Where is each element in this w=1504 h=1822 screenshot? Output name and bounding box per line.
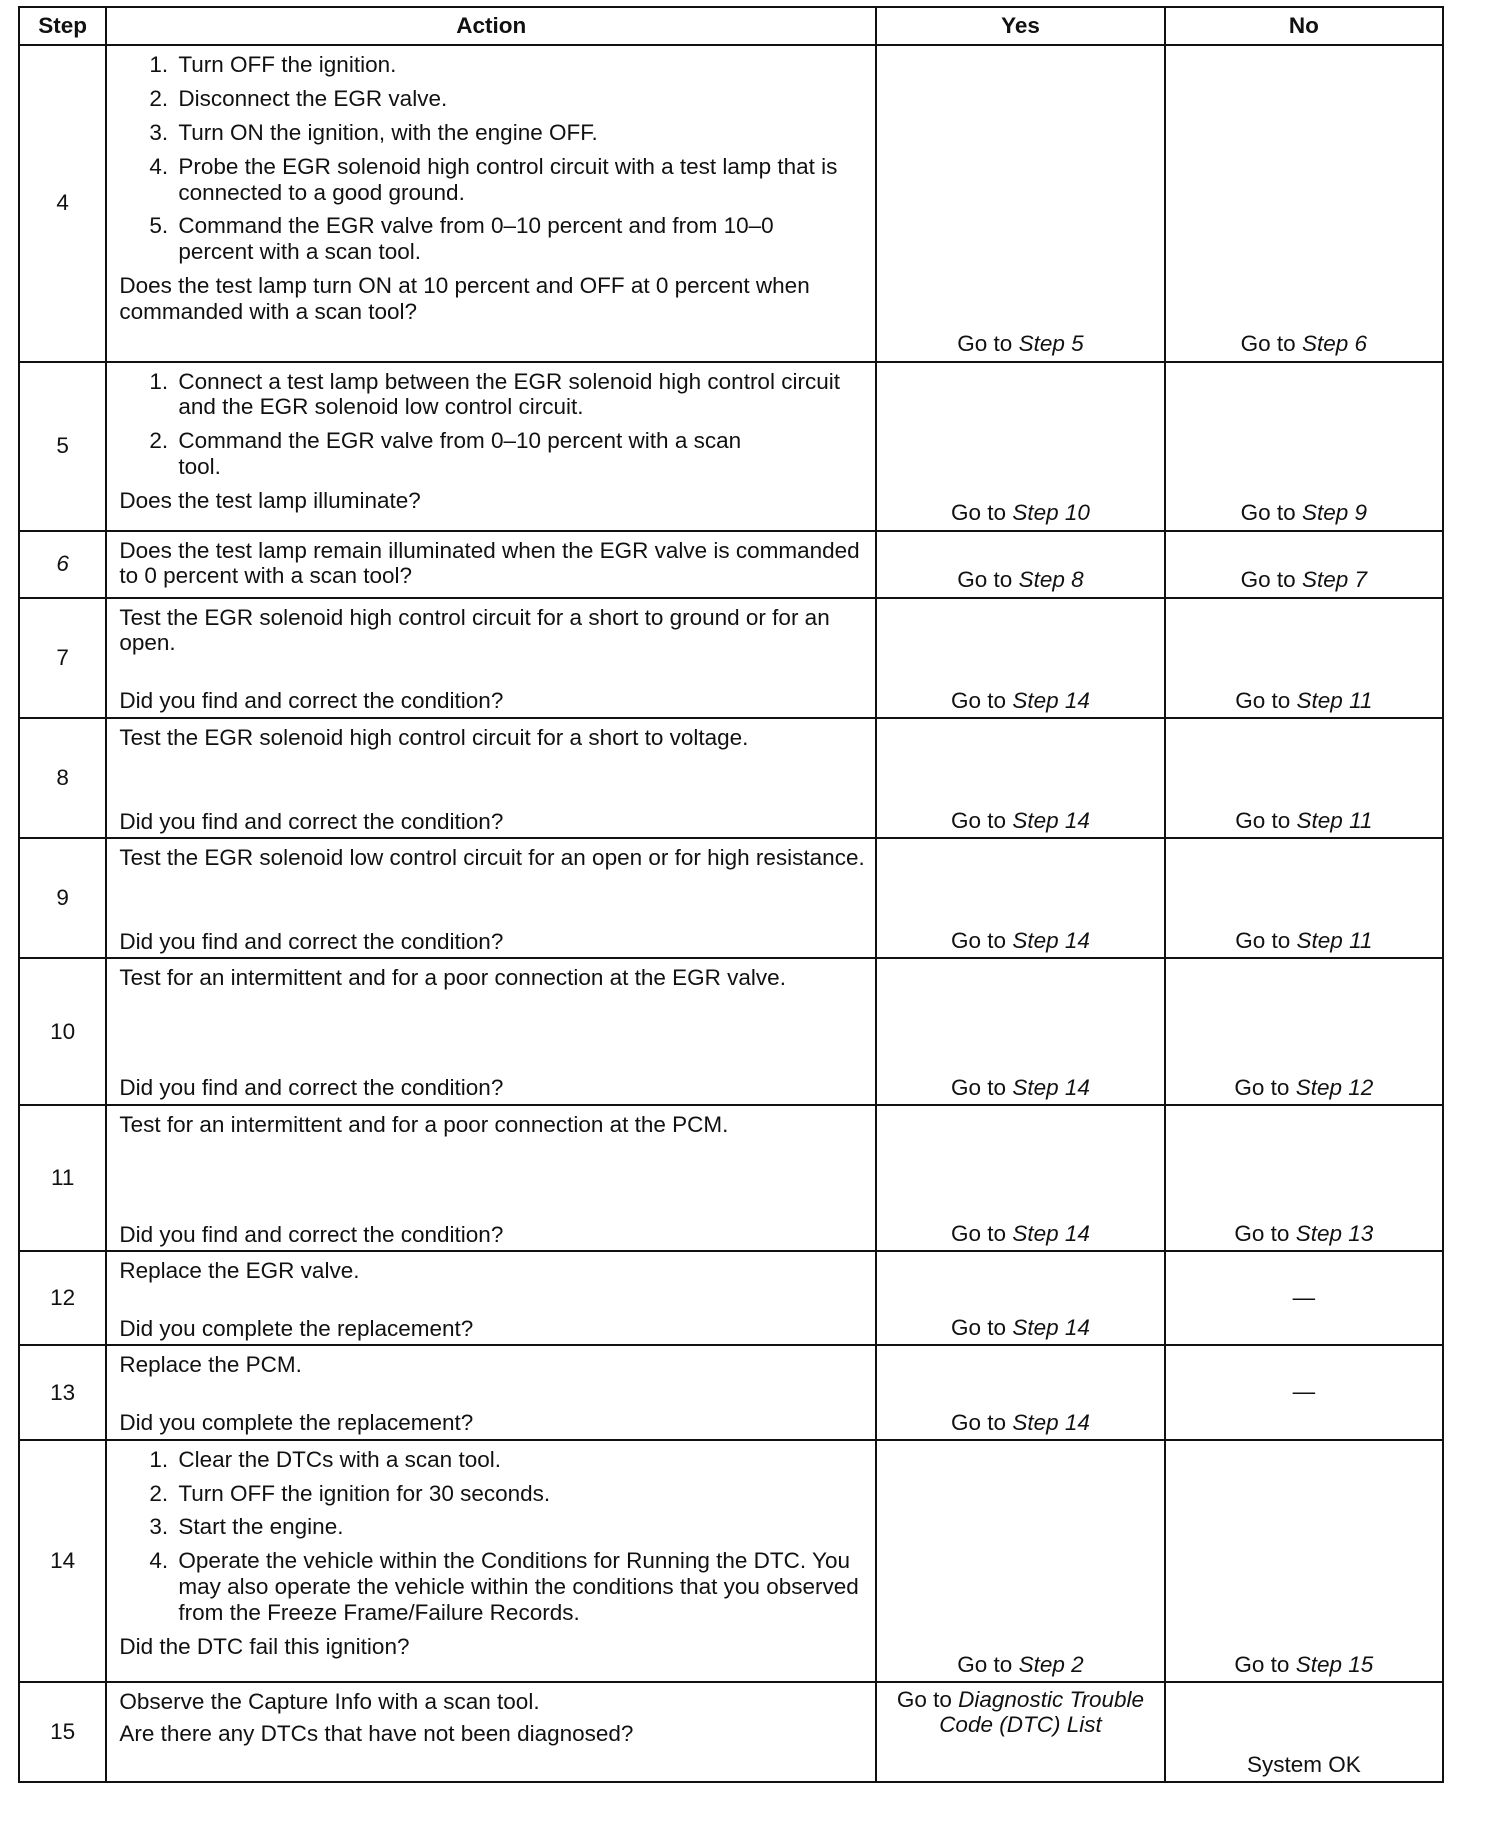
yes-target: Step 2: [1018, 1652, 1084, 1677]
question-text: Did you find and correct the condition?: [119, 688, 504, 714]
question-text: Does the test lamp turn ON at 10 percent and OFF at 0 percent when commanded with a scan tool?: [119, 273, 810, 324]
step-number: 4: [19, 45, 106, 362]
table-row: [19, 1345, 1443, 1439]
instruction-text: Observe the Capture Info with a scan tool.: [119, 1689, 540, 1715]
instruction-text: Test for an intermittent and for a poor connection at the EGR valve.: [119, 965, 786, 991]
step-number: 8: [19, 718, 106, 838]
no-target: Step 11: [1296, 807, 1373, 833]
no-cell: [1165, 1251, 1443, 1345]
step-number: 12: [19, 1251, 106, 1345]
no-target: Step 9: [1301, 500, 1368, 526]
step-number: 14: [19, 1440, 106, 1682]
question-text: Does the test lamp illuminate?: [119, 488, 421, 514]
action-cell: [106, 958, 876, 1104]
go-to-label: Go to: [1234, 1652, 1290, 1677]
question-text: Did you find and correct the condition?: [119, 1221, 504, 1247]
go-to-label: Go to: [1240, 500, 1296, 526]
no-cell: [1165, 362, 1443, 531]
action-cell: [106, 598, 876, 718]
action-list: [119, 369, 865, 481]
question-text: Does the test lamp remain illuminated when the EGR valve is commanded to 0 percent with a scan tool?: [119, 537, 860, 588]
go-to-label: Go to: [951, 928, 1007, 954]
no-cell: [1165, 1345, 1443, 1439]
diagnostic-table-page: [18, 6, 1444, 1783]
go-to-label: Go to: [951, 687, 1007, 713]
no-cell: [1165, 838, 1443, 958]
instruction-text: Replace the EGR valve.: [119, 1258, 360, 1284]
action-cell: [106, 531, 876, 598]
no-result: System OK: [1246, 1751, 1361, 1777]
list-item: 5. Command the EGR valve from 0–10 percent and from 10–0 percent with a scan tool.: [174, 213, 865, 265]
table-row: [19, 958, 1443, 1104]
header-step: Step: [19, 7, 106, 45]
go-to-label: Go to: [951, 807, 1007, 833]
instruction-text: Test the EGR solenoid high control circuit for a short to ground or for an open.: [119, 604, 830, 655]
no-cell: [1165, 531, 1443, 598]
question-text: Did you complete the replacement?: [119, 1410, 474, 1436]
action-cell: [106, 1105, 876, 1251]
question-text: Did the DTC fail this ignition?: [119, 1633, 410, 1659]
no-cell: [1165, 1440, 1443, 1682]
go-to-label: Go to: [1234, 1074, 1290, 1100]
yes-target: Step 14: [1012, 1409, 1090, 1435]
yes-cell: [876, 718, 1164, 838]
no-target: Step 6: [1301, 331, 1368, 357]
table-row: [19, 362, 1443, 531]
header-row: [19, 7, 1443, 45]
yes-cell: [876, 362, 1164, 531]
no-cell: [1165, 598, 1443, 718]
yes-target: Diagnostic Trouble Code (DTC) List: [939, 1687, 1145, 1738]
step-number: 13: [19, 1345, 106, 1439]
yes-target: Step 14: [1012, 1074, 1090, 1100]
yes-cell: [876, 598, 1164, 718]
go-to-label: Go to: [957, 331, 1013, 357]
go-to-label: Go to: [1235, 928, 1291, 954]
go-to-label: Go to: [951, 1074, 1007, 1100]
go-to-label: Go to: [1234, 1220, 1290, 1246]
header-yes: Yes: [876, 7, 1164, 45]
step-number: 11: [19, 1105, 106, 1251]
table-row: [19, 1682, 1443, 1782]
no-target: Step 15: [1295, 1652, 1374, 1677]
yes-target: Step 14: [1012, 1315, 1090, 1341]
table-row: [19, 838, 1443, 958]
go-to-label: Go to: [951, 500, 1007, 526]
yes-target: Step 14: [1012, 687, 1090, 713]
no-dash: —: [1292, 1378, 1316, 1404]
no-cell: [1165, 958, 1443, 1104]
go-to-label: Go to: [951, 1220, 1007, 1246]
instruction-text: Test the EGR solenoid low control circuit for an open or for high resistance.: [119, 845, 865, 871]
action-cell: [106, 838, 876, 958]
yes-target: Step 14: [1012, 1220, 1090, 1246]
step-number: 5: [19, 362, 106, 531]
yes-target: Step 14: [1012, 928, 1090, 954]
list-item: 3. Start the engine.: [174, 1514, 865, 1540]
table-row: [19, 598, 1443, 718]
action-cell: [106, 1440, 876, 1682]
list-item: 3. Turn ON the ignition, with the engine OFF.: [174, 120, 865, 146]
step-number: 9: [19, 838, 106, 958]
action-cell: [106, 362, 876, 531]
list-item: 2. Turn OFF the ignition for 30 seconds.: [174, 1481, 865, 1507]
action-list: [119, 1447, 865, 1626]
no-target: Step 13: [1295, 1220, 1374, 1246]
question-text: Did you complete the replacement?: [119, 1316, 474, 1342]
go-to-label: Go to: [951, 1315, 1007, 1341]
go-to-label: Go to: [896, 1687, 952, 1713]
step-number: 6: [19, 531, 106, 598]
action-cell: [106, 718, 876, 838]
no-target: Step 12: [1295, 1074, 1374, 1100]
no-cell: [1165, 1105, 1443, 1251]
go-to-label: Go to: [957, 567, 1013, 593]
question-text: Are there any DTCs that have not been diagnosed?: [119, 1720, 634, 1746]
table-row: [19, 531, 1443, 598]
go-to-label: Go to: [957, 1652, 1013, 1677]
action-cell: [106, 1682, 876, 1782]
table-row: [19, 1251, 1443, 1345]
table-row: [19, 1440, 1443, 1682]
no-cell: [1165, 45, 1443, 362]
yes-cell: [876, 1105, 1164, 1251]
no-target: Step 11: [1296, 687, 1373, 713]
list-item: 1. Connect a test lamp between the EGR solenoid high control circuit and the EGR solenoid low control circuit.: [174, 369, 865, 421]
yes-cell: [876, 1345, 1164, 1439]
yes-cell: [876, 45, 1164, 362]
list-item: 4. Operate the vehicle within the Conditions for Running the DTC. You may also operate the vehicle within the conditions that you observed from the Freeze Frame/Failure Records.: [174, 1548, 865, 1626]
yes-cell: [876, 838, 1164, 958]
step-number: 7: [19, 598, 106, 718]
diagnostic-table: [18, 6, 1444, 1783]
list-item: 4. Probe the EGR solenoid high control circuit with a test lamp that is connected to a good ground.: [174, 154, 865, 206]
table-row: [19, 1105, 1443, 1251]
no-target: Step 7: [1301, 567, 1368, 593]
list-item: 1. Turn OFF the ignition.: [174, 52, 865, 78]
no-cell: [1165, 1682, 1443, 1782]
yes-cell: [876, 531, 1164, 598]
no-target: Step 11: [1296, 928, 1373, 954]
instruction-text: Test the EGR solenoid high control circuit for a short to voltage.: [119, 724, 749, 750]
no-cell: [1165, 718, 1443, 838]
go-to-label: Go to: [951, 1409, 1007, 1435]
go-to-label: Go to: [1235, 687, 1291, 713]
yes-target: Step 10: [1012, 500, 1090, 526]
header-no: No: [1165, 7, 1443, 45]
yes-cell: [876, 958, 1164, 1104]
list-item: 1. Clear the DTCs with a scan tool.: [174, 1447, 865, 1473]
question-text: Did you find and correct the condition?: [119, 1075, 504, 1101]
step-number: 15: [19, 1682, 106, 1782]
go-to-label: Go to: [1240, 331, 1296, 357]
action-cell: [106, 1251, 876, 1345]
yes-cell: [876, 1440, 1164, 1682]
list-item: 2. Command the EGR valve from 0–10 percent with a scan tool.: [174, 428, 865, 480]
step-number: 10: [19, 958, 106, 1104]
yes-cell: [876, 1682, 1164, 1782]
no-dash: —: [1292, 1284, 1316, 1310]
instruction-text: Test for an intermittent and for a poor connection at the PCM.: [119, 1111, 729, 1137]
yes-cell: [876, 1251, 1164, 1345]
action-cell: [106, 45, 876, 362]
header-action: Action: [106, 7, 876, 45]
yes-target: Step 5: [1018, 331, 1084, 357]
question-text: Did you find and correct the condition?: [119, 929, 504, 955]
list-item: 2. Disconnect the EGR valve.: [174, 86, 865, 112]
yes-target: Step 14: [1012, 807, 1090, 833]
go-to-label: Go to: [1235, 807, 1291, 833]
yes-target: Step 8: [1018, 567, 1084, 593]
go-to-label: Go to: [1240, 567, 1296, 593]
action-list: [119, 52, 865, 265]
question-text: Did you find and correct the condition?: [119, 808, 504, 834]
action-cell: [106, 1345, 876, 1439]
table-row: [19, 718, 1443, 838]
instruction-text: Replace the PCM.: [119, 1352, 302, 1378]
table-row: [19, 45, 1443, 362]
